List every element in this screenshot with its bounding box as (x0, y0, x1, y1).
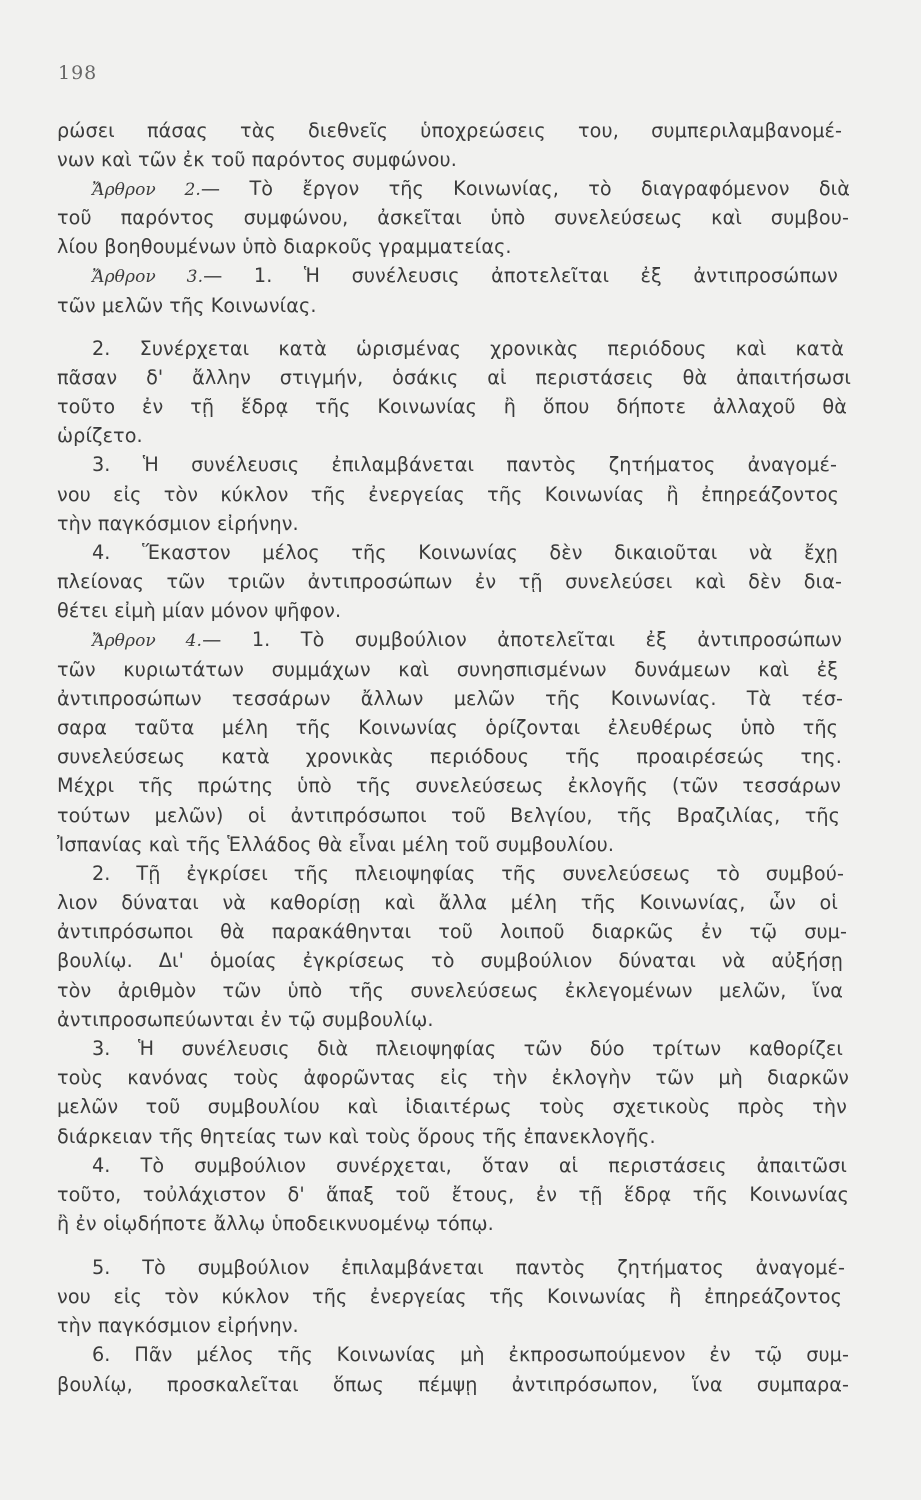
text-line: τὸν ἀριθμὸν τῶν ὑπὸ τῆς συνελεύσεως ἐκλεγομένων μελῶν, ἵνα (57, 979, 843, 1002)
text-line: τῶν μελῶν τῆς Κοινωνίας. (57, 294, 317, 317)
text-line: νου εἰς τὸν κύκλον τῆς ἐνεργείας τῆς Κοινωνίας ἢ ἐπηρεάζοντος (57, 483, 839, 506)
text-line: Ἄρθρον 4.— 1. Τὸ συμβούλιον ἀποτελεῖται ἐξ ἀντιπροσώπων (92, 628, 842, 651)
page-number: 198 (58, 62, 98, 84)
article-label: Ἄρθρον 2. (92, 180, 201, 200)
article-label: Ἄρθρον 4. (92, 631, 203, 651)
text-line: 3. Ἡ συνέλευσις ἐπιλαμβάνεται παντὸς ζητήματος ἀναγομέ- (92, 453, 837, 476)
text-line: τῶν κυριωτάτων συμμάχων καὶ συνησπισμένων δυνάμεων καὶ ἐξ (57, 658, 838, 681)
text-line: 4. Ἕκαστον μέλος τῆς Κοινωνίας δὲν δικαιοῦται νὰ ἔχῃ (92, 541, 838, 564)
text-line: 2. Τῇ ἐγκρίσει τῆς πλειοψηφίας τῆς συνελεύσεως τὸ συμβού- (92, 862, 844, 885)
text-line: πᾶσαν δ' ἄλλην στιγμήν, ὁσάκις αἱ περιστάσεις θὰ ἀπαιτήσωσι (57, 366, 851, 389)
text-line: θέτει εἰμὴ μίαν μόνον ψῆφον. (57, 599, 342, 622)
text-line: νων καὶ τῶν ἐκ τοῦ παρόντος συμφώνου. (57, 148, 457, 171)
text-line: νου εἰς τὸν κύκλον τῆς ἐνεργείας τῆς Κοινωνίας ἢ ἐπηρεάζοντος (57, 1285, 842, 1308)
text-line: ἢ ἐν οἱῳδήποτε ἄλλῳ ὑποδεικνυομένῳ τόπῳ. (57, 1212, 494, 1235)
text-line: 3. Ἡ συνέλευσις διὰ πλειοψηφίας τῶν δύο τρίτων καθορίζει (92, 1037, 843, 1060)
text-line: Μέχρι τῆς πρώτης ὑπὸ τῆς συνελεύσεως ἐκλογῆς (τῶν τεσσάρων (57, 774, 841, 797)
text-line: διάρκειαν τῆς θητείας των καὶ τοὺς ὅρους τῆς ἐπανεκλογῆς. (57, 1125, 656, 1148)
text-line: τοὺς κανόνας τοὺς ἀφορῶντας εἰς τὴν ἐκλογὴν τῶν μὴ διαρκῶν (57, 1066, 849, 1089)
text-line: σαρα ταῦτα μέλη τῆς Κοινωνίας ὁρίζονται ἐλευθέρως ὑπὸ τῆς (57, 716, 838, 739)
text-line: βουλίῳ. Δι' ὁμοίας ἐγκρίσεως τὸ συμβούλιον δύναται νὰ αὐξήσῃ (57, 949, 843, 972)
text-line: λίου βοηθουμένων ὑπὸ διαρκοῦς γραμματείας. (57, 235, 512, 258)
text-line: 2. Συνέρχεται κατὰ ὡρισμένας χρονικὰς περιόδους καὶ κατὰ (92, 337, 844, 360)
text-line: τοῦτο ἐν τῇ ἕδρᾳ τῆς Κοινωνίας ἢ ὅπου δήποτε ἀλλαχοῦ θὰ (57, 395, 847, 418)
text-line: τούτων μελῶν) οἱ ἀντιπρόσωποι τοῦ Βελγίου, τῆς Βραζιλίας, τῆς (57, 804, 840, 827)
text-line: Ἄρθρον 3.— 1. Ἡ συνέλευσις ἀποτελεῖται ἐξ ἀντιπροσώπων (92, 264, 838, 287)
text-line: ρώσει πάσας τὰς διεθνεῖς ὑποχρεώσεις του, συμπεριλαμβανομέ- (57, 119, 842, 142)
text-line: ἀντιπρόσωποι θὰ παρακάθηνται τοῦ λοιποῦ διαρκῶς ἐν τῷ συμ- (57, 920, 847, 943)
text-line: τοῦτο, τοὐλάχιστον δ' ἅπαξ τοῦ ἔτους, ἐν τῇ ἕδρᾳ τῆς Κοινωνίας (57, 1183, 849, 1206)
text-line: 6. Πᾶν μέλος τῆς Κοινωνίας μὴ ἐκπροσωπούμενον ἐν τῷ συμ- (92, 1343, 849, 1366)
text-line: συνελεύσεως κατὰ χρονικὰς περιόδους τῆς προαιρέσεώς της. (57, 745, 842, 768)
text-line: ἀντιπροσωπεύωνται ἐν τῷ συμβουλίῳ. (57, 1008, 434, 1031)
text-line: πλείονας τῶν τριῶν ἀντιπροσώπων ἐν τῇ συνελεύσει καὶ δὲν δια- (57, 570, 842, 593)
text-line: 5. Τὸ συμβούλιον ἐπιλαμβάνεται παντὸς ζητήματος ἀναγομέ- (92, 1256, 845, 1279)
text-line: μελῶν τοῦ συμβουλίου καὶ ἰδιαιτέρως τοὺς σχετικοὺς πρὸς τὴν (57, 1095, 847, 1118)
text-line: ὡρίζετο. (57, 424, 143, 447)
text-line: 4. Τὸ συμβούλιον συνέρχεται, ὅταν αἱ περιστάσεις ἀπαιτῶσι (92, 1154, 847, 1177)
text-line: Ἰσπανίας καὶ τῆς Ἑλλάδος θὰ εἶναι μέλη τοῦ συμβουλίου. (57, 833, 615, 856)
text-line: τὴν παγκόσμιον εἰρήνην. (57, 512, 299, 535)
text-line: τὴν παγκόσμιον εἰρήνην. (57, 1314, 299, 1337)
text-line: βουλίῳ, προσκαλεῖται ὅπως πέμψῃ ἀντιπρόσωπον, ἵνα συμπαρα- (57, 1373, 849, 1396)
article-label: Ἄρθρον 3. (92, 267, 204, 287)
text-line: λιον δύναται νὰ καθορίσῃ καὶ ἄλλα μέλη τῆς Κοινωνίας, ὧν οἱ (57, 891, 838, 914)
text-line: τοῦ παρόντος συμφώνου, ἀσκεῖται ὑπὸ συνελεύσεως καὶ συμβου- (57, 206, 849, 229)
text-line: ἀντιπροσώπων τεσσάρων ἄλλων μελῶν τῆς Κοινωνίας. Τὰ τέσ- (57, 687, 843, 710)
text-line: Ἄρθρον 2.— Τὸ ἔργον τῆς Κοινωνίας, τὸ διαγραφόμενον διὰ (92, 177, 851, 200)
